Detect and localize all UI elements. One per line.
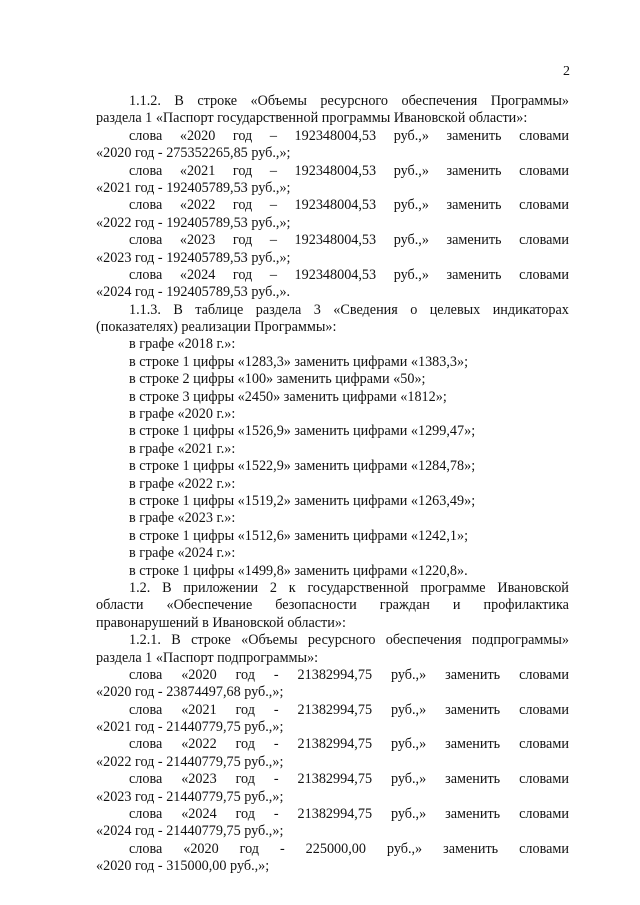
text-word: слова xyxy=(129,162,163,179)
text-word: словами xyxy=(519,701,569,718)
text-word: и xyxy=(452,597,461,614)
text-word: слова xyxy=(129,197,163,214)
text-word: В xyxy=(162,579,172,596)
text-line: раздела 1 «Паспорт государственной программы Ивановской области»: xyxy=(96,110,528,127)
text-line xyxy=(96,771,569,788)
text-word: словами xyxy=(519,266,569,283)
text-word: год xyxy=(232,197,253,214)
text-word: государственной xyxy=(307,579,409,596)
text-word: слова xyxy=(129,736,163,753)
text-line: в графе «2021 г.»: xyxy=(129,440,236,457)
text-word: заменить xyxy=(446,162,502,179)
text-line: в строке 1 цифры «1519,2» заменить цифрами «1263,49»; xyxy=(129,492,476,509)
text-word: - xyxy=(273,666,279,683)
text-line xyxy=(96,632,569,649)
text-line: в строке 1 цифры «1522,9» заменить цифрами «1284,78»; xyxy=(129,458,476,475)
text-line xyxy=(96,163,569,180)
text-word: слова xyxy=(129,266,163,283)
text-word: словами xyxy=(519,162,569,179)
text-word: год xyxy=(239,840,260,857)
text-line: в строке 1 цифры «1512,6» заменить цифрами «1242,1»; xyxy=(129,527,469,544)
text-line: «2024 год - 192405789,53 руб.,». xyxy=(96,284,291,301)
text-line: «2023 год - 192405789,53 руб.,»; xyxy=(96,249,291,266)
text-word: Программы» xyxy=(490,93,569,109)
text-line: в графе «2020 г.»: xyxy=(129,406,236,423)
text-word: подпрограммы» xyxy=(471,632,569,649)
text-word: - xyxy=(273,806,279,823)
text-word: 192348004,53 xyxy=(294,162,377,179)
text-word: заменить xyxy=(445,771,501,788)
text-word: Ивановской xyxy=(497,579,569,596)
text-word: год xyxy=(235,736,255,753)
text-line: в строке 1 цифры «1283,3» заменить цифрами «1383,3»; xyxy=(129,353,469,370)
text-word: «2021 xyxy=(181,701,217,718)
text-line xyxy=(96,597,569,614)
text-line xyxy=(96,128,569,145)
text-word: строке xyxy=(191,632,231,649)
text-word: год xyxy=(232,127,253,144)
text-word: В xyxy=(173,301,183,318)
text-word: «2020 xyxy=(179,127,216,144)
text-word: руб.,» xyxy=(390,666,427,683)
text-line: (показателях) реализации Программы»: xyxy=(96,319,337,336)
text-word: слова xyxy=(129,666,163,683)
text-word: 192348004,53 xyxy=(294,127,377,144)
text-word: словами xyxy=(519,806,569,823)
text-word: «Объемы xyxy=(241,632,298,649)
text-word: 1.2.1. xyxy=(129,632,161,649)
text-word: слова xyxy=(129,806,163,823)
text-word: раздела xyxy=(255,301,302,318)
text-line xyxy=(96,197,569,214)
text-word: заменить xyxy=(446,127,502,144)
text-word: «Обеспечение xyxy=(166,597,253,614)
text-word: слова xyxy=(129,840,163,857)
text-word: год xyxy=(232,232,253,249)
text-word: руб.,» xyxy=(390,771,427,788)
text-word: области xyxy=(96,597,144,614)
text-line: «2022 год - 21440779,75 руб.,»; xyxy=(96,753,284,770)
text-word: заменить xyxy=(446,197,502,214)
text-line: в строке 1 цифры «1499,8» заменить цифрами «1220,8». xyxy=(129,562,468,579)
text-word: «2022 xyxy=(179,197,216,214)
text-word: «2022 xyxy=(181,736,217,753)
text-line: в графе «2018 г.»: xyxy=(129,336,236,353)
text-word: руб.,» xyxy=(386,840,423,857)
text-line xyxy=(96,580,569,597)
text-line xyxy=(96,667,569,684)
text-line: в графе «2023 г.»: xyxy=(129,510,236,527)
text-word: словами xyxy=(519,840,569,857)
text-word: 2 xyxy=(269,579,277,596)
text-line xyxy=(96,232,569,249)
text-word: заменить xyxy=(443,840,499,857)
text-line: «2020 год - 23874497,68 руб.,»; xyxy=(96,684,284,701)
text-word: ресурсного xyxy=(320,93,388,109)
text-word: 192348004,53 xyxy=(294,266,377,283)
text-line: «2021 год - 21440779,75 руб.,»; xyxy=(96,719,284,736)
text-line: в графе «2024 г.»: xyxy=(129,545,236,562)
text-line xyxy=(96,806,569,823)
text-word: безопасности xyxy=(275,597,357,614)
text-line: «2023 год - 21440779,75 руб.,»; xyxy=(96,788,284,805)
text-word: «2020 xyxy=(181,666,217,683)
text-line: раздела 1 «Паспорт подпрограммы»: xyxy=(96,649,319,666)
text-word: заменить xyxy=(445,701,501,718)
text-word: 3 xyxy=(313,301,321,318)
text-word: заменить xyxy=(446,232,502,249)
text-word: руб.,» xyxy=(390,736,427,753)
text-line xyxy=(96,736,569,753)
text-word: обеспечения xyxy=(385,632,462,649)
text-word: программе xyxy=(420,579,486,596)
text-word: 192348004,53 xyxy=(294,197,377,214)
text-word: год xyxy=(232,266,253,283)
text-word: год xyxy=(235,701,255,718)
text-word: профилактика xyxy=(483,597,569,614)
text-line: в графе «2022 г.»: xyxy=(129,475,236,492)
text-word: 192348004,53 xyxy=(294,232,377,249)
text-word: о xyxy=(410,301,418,318)
text-word: – xyxy=(269,232,277,249)
text-word: руб.,» xyxy=(390,701,427,718)
text-word: «2023 xyxy=(181,771,217,788)
text-word: 21382994,75 xyxy=(297,806,373,823)
text-word: руб.,» xyxy=(393,162,429,179)
text-word: год xyxy=(232,162,253,179)
text-word: к xyxy=(288,579,296,596)
text-word: руб.,» xyxy=(393,266,429,283)
text-word: «2024 xyxy=(181,806,217,823)
text-word: руб.,» xyxy=(393,232,429,249)
text-word: целевых xyxy=(429,301,481,318)
text-line xyxy=(96,702,569,719)
text-line xyxy=(96,267,569,284)
text-word: – xyxy=(269,127,277,144)
text-line: «2020 год - 315000,00 руб.,»; xyxy=(96,858,270,875)
text-word: строке xyxy=(197,93,238,109)
text-word: - xyxy=(273,771,279,788)
document-body xyxy=(96,93,569,876)
text-word: год xyxy=(235,666,255,683)
text-word: заменить xyxy=(446,266,502,283)
text-word: 21382994,75 xyxy=(297,701,373,718)
text-line xyxy=(96,841,569,858)
text-word: 1.1.3. xyxy=(129,301,161,318)
text-word: словами xyxy=(519,771,569,788)
text-word: слова xyxy=(129,232,163,249)
text-word: 1.2. xyxy=(129,579,151,596)
text-word: слова xyxy=(129,701,163,718)
text-word: ресурсного xyxy=(307,632,376,649)
text-word: – xyxy=(269,266,277,283)
text-word: «2024 xyxy=(179,266,216,283)
text-word: «Объемы xyxy=(250,93,307,109)
text-word: слова xyxy=(129,127,163,144)
text-word: таблице xyxy=(195,301,244,318)
text-word: - xyxy=(273,701,279,718)
text-word: словами xyxy=(519,127,569,144)
text-word: «2020 xyxy=(183,840,219,857)
text-word: год xyxy=(235,806,255,823)
text-word: 21382994,75 xyxy=(297,771,373,788)
text-word: словами xyxy=(519,197,569,214)
text-line: «2021 год - 192405789,53 руб.,»; xyxy=(96,179,291,196)
text-word: «2023 xyxy=(179,232,216,249)
text-word: 225000,00 xyxy=(305,840,366,857)
text-word: заменить xyxy=(445,806,501,823)
text-word: заменить xyxy=(445,736,501,753)
text-word: словами xyxy=(519,666,569,683)
text-word: индикаторах xyxy=(492,301,569,318)
text-word: слова xyxy=(129,771,163,788)
text-line xyxy=(96,302,569,319)
text-word: – xyxy=(269,197,277,214)
text-word: словами xyxy=(519,736,569,753)
text-word: словами xyxy=(519,232,569,249)
text-word: обеспечения xyxy=(401,93,478,109)
text-line: в строке 2 цифры «100» заменить цифрами «50»; xyxy=(129,371,426,388)
text-word: заменить xyxy=(445,666,501,683)
text-word: руб.,» xyxy=(393,127,429,144)
text-line: в строке 1 цифры «1526,9» заменить цифрами «1299,47»; xyxy=(129,423,476,440)
page-number: 2 xyxy=(563,64,570,79)
text-word: «Сведения xyxy=(333,301,398,318)
text-word: руб.,» xyxy=(390,806,427,823)
text-line: правонарушений в Ивановской области»: xyxy=(96,614,346,631)
text-line: в строке 3 цифры «2450» заменить цифрами «1812»; xyxy=(129,388,447,405)
text-word: 1.1.2. xyxy=(129,93,161,109)
text-line: «2022 год - 192405789,53 руб.,»; xyxy=(96,214,291,231)
text-word: - xyxy=(279,840,285,857)
text-line xyxy=(96,93,569,110)
text-word: руб.,» xyxy=(393,197,429,214)
text-word: 21382994,75 xyxy=(297,736,373,753)
text-word: – xyxy=(269,162,277,179)
text-word: В xyxy=(174,93,184,109)
text-line: «2020 год - 275352265,85 руб.,»; xyxy=(96,145,291,162)
text-word: В xyxy=(171,632,181,649)
text-word: - xyxy=(273,736,279,753)
text-line: «2024 год - 21440779,75 руб.,»; xyxy=(96,823,284,840)
text-word: граждан xyxy=(379,597,430,614)
text-word: «2021 xyxy=(179,162,216,179)
text-word: 21382994,75 xyxy=(297,666,373,683)
text-word: приложении xyxy=(183,579,259,596)
text-word: год xyxy=(235,771,255,788)
